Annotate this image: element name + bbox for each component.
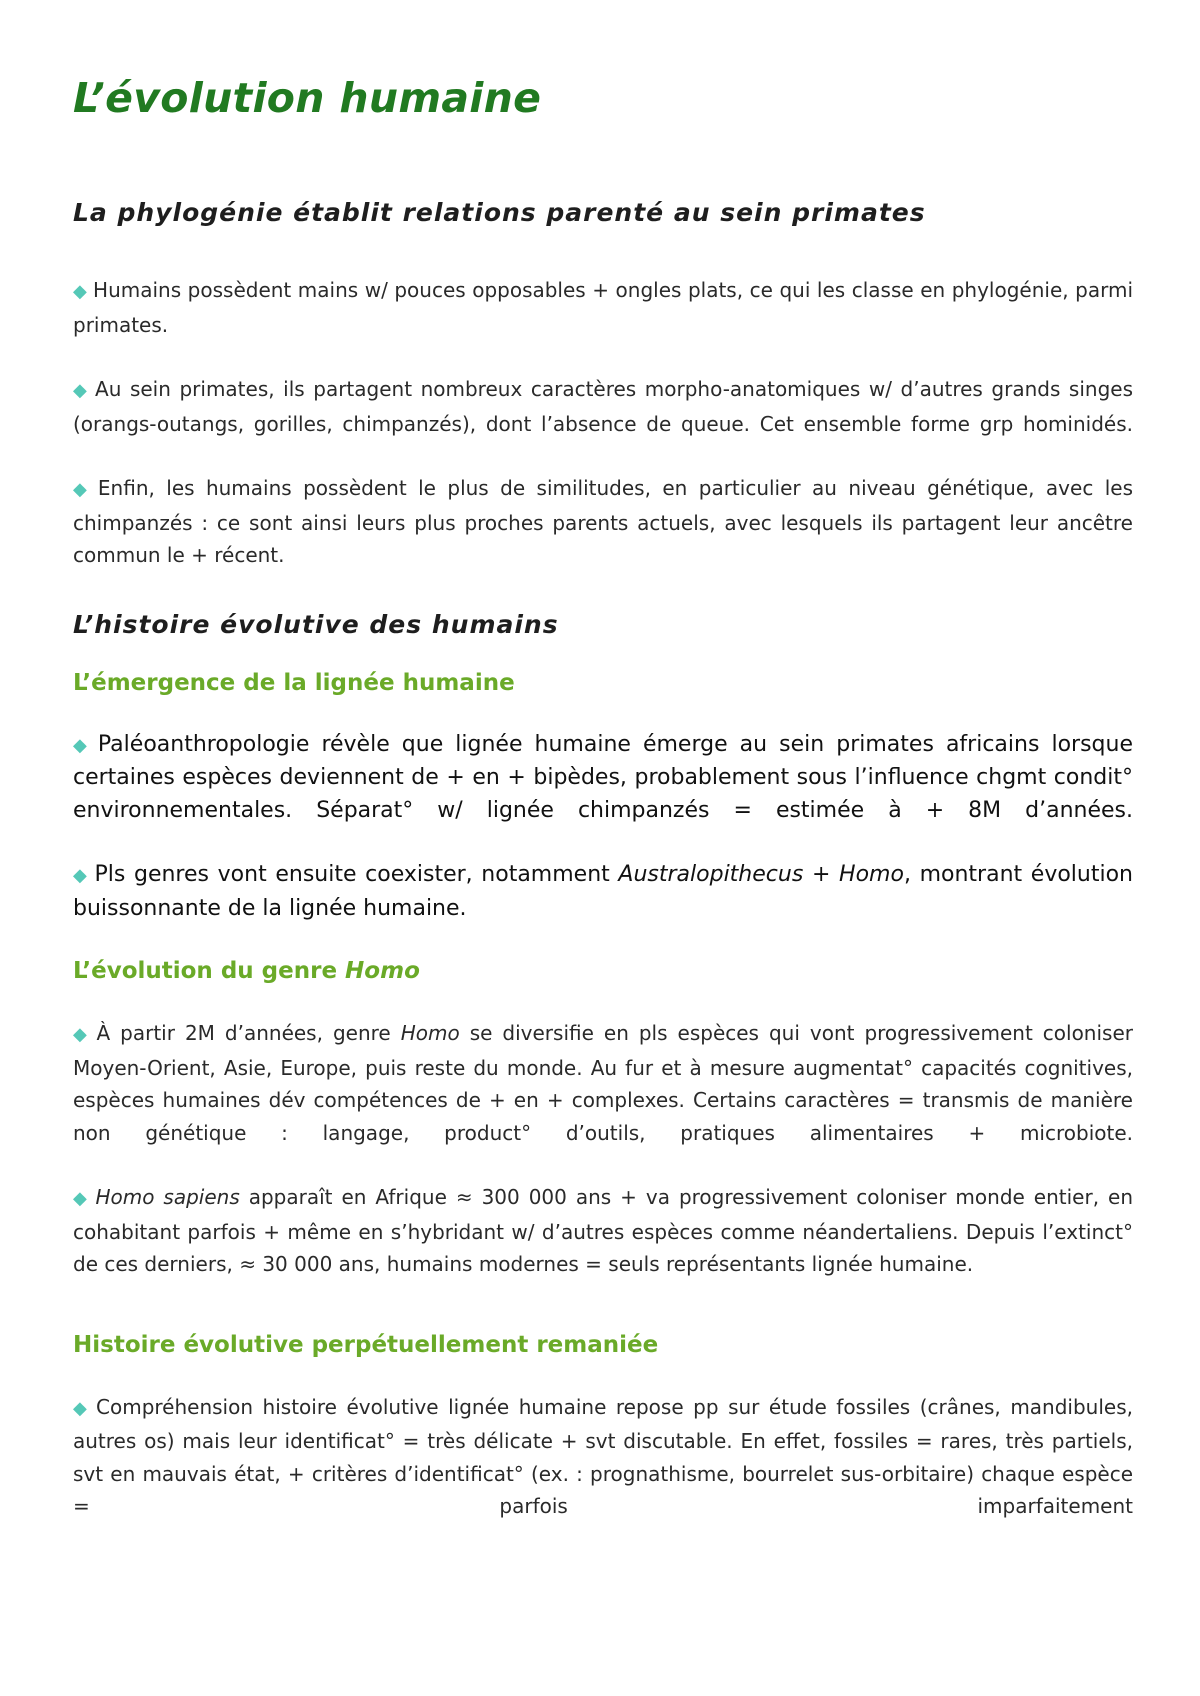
paragraph <box>73 274 1133 341</box>
diamond-bullet-icon: ◆ <box>73 865 89 886</box>
paragraph <box>73 859 1133 925</box>
heading-text: L’évolution du genre <box>73 958 346 984</box>
subsection-heading-emergence: L’émergence de la lignée humaine <box>73 669 515 696</box>
paragraph-text: , montrant évolution buissonnante de la lignée humaine. <box>73 862 1133 921</box>
paragraph <box>73 373 1133 440</box>
paragraph-text: se diversifie en pls espèces qui vont progressivement coloniser Moyen-Orient, Asie, Europe, puis reste du monde. Au fur et à mesure augmentat° capacités cognitives, espèces humaines dév compétences de + en + complexes. Certains caractères = transmis de manière non génétique : langage, product° d’outils, pratiques alimentaires + microbiote. <box>73 1021 1133 1145</box>
genus-name: Homo <box>400 1021 460 1045</box>
paragraph-text: À partir 2M d’années, genre <box>96 1021 401 1045</box>
paragraph <box>73 1181 1133 1281</box>
genus-name: Homo <box>345 958 420 984</box>
paragraph <box>73 472 1133 572</box>
paragraph <box>73 1391 1133 1523</box>
diamond-bullet-icon: ◆ <box>73 734 92 756</box>
diamond-bullet-icon: ◆ <box>73 479 92 500</box>
section-heading-histoire: L’histoire évolutive des humains <box>73 609 559 639</box>
paragraph-text: apparaît en Afrique ≈ 300 000 ans + va progressivement coloniser monde entier, en cohabitant parfois + même en s’hybridant w/ d’autres espèces comme néandertaliens. Depuis l’extinct° de ces derniers, ≈ 30 000 ans, humains modernes = seuls représentants lignée humaine. <box>73 1185 1133 1276</box>
genus-name: Homo <box>839 862 904 887</box>
diamond-bullet-icon: ◆ <box>73 1397 91 1419</box>
paragraph <box>73 729 1133 828</box>
paragraph-text: Humains possèdent mains w/ pouces opposables + ongles plats, ce qui les classe en phylogénie, parmi primates. <box>73 278 1134 337</box>
paragraph-text: + <box>803 862 840 887</box>
document-title: L’évolution humaine <box>73 74 542 122</box>
document-content <box>73 70 1133 1523</box>
genus-name: Australopithecus <box>618 862 804 887</box>
diamond-bullet-icon: ◆ <box>73 1188 90 1209</box>
subsection-heading-remaniee: Histoire évolutive perpétuellement remaniée <box>73 1331 659 1358</box>
paragraph-text: Compréhension histoire évolutive lignée humaine repose pp sur étude fossiles (crânes, mandibules, autres os) mais leur identificat° = très délicate + svt discutable. En effet, fossiles = rares, très partiels, svt en mauvais état, + critères d’identificat° (ex. : prognathisme, bourrelet sus-orbitaire) chaque espèce = parfois imparfaitement <box>73 1394 1133 1518</box>
paragraph-text: Pls genres vont ensuite coexister, notamment <box>94 862 619 887</box>
species-name: Homo sapiens <box>95 1185 240 1209</box>
paragraph-text: Au sein primates, ils partagent nombreux caractères morpho-anatomiques w/ d’autres grands singes (orangs-outangs, gorilles, chimpanzés), dont l’absence de queue. Cet ensemble forme grp hominidés. <box>73 377 1134 436</box>
paragraph-text: Paléoanthropologie révèle que lignée humaine émerge au sein primates africains lorsque certaines espèces deviennent de + en + bipèdes, probablement sous l’influence chgmt condit° environnementales. Séparat° w/ lignée chimpanzés = estimée à + 8M d’années. <box>73 731 1133 823</box>
subsection-heading-genre-homo <box>73 955 1133 987</box>
diamond-bullet-icon: ◆ <box>73 281 88 302</box>
diamond-bullet-icon: ◆ <box>73 380 90 401</box>
paragraph-text: Enfin, les humains possèdent le plus de similitudes, en particulier au niveau génétique, avec les chimpanzés : ce sont ainsi leurs plus proches parents actuels, avec lesquels ils partagent leur ancêtre commun le + récent. <box>73 476 1134 567</box>
section-heading-phylogenie: La phylogénie établit relations parenté au sein primates <box>73 198 926 227</box>
diamond-bullet-icon: ◆ <box>73 1024 91 1045</box>
paragraph <box>73 1017 1133 1149</box>
